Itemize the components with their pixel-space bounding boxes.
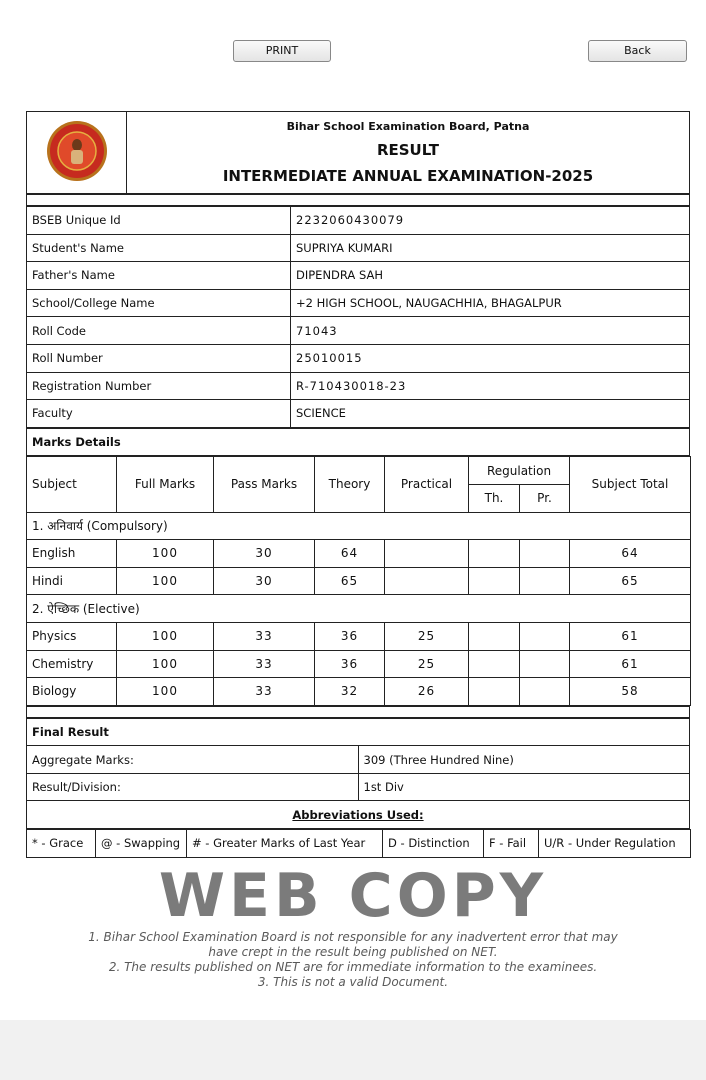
col-theory: Theory — [315, 457, 385, 512]
cell-th — [469, 678, 520, 706]
cell-full: 100 — [117, 540, 214, 568]
info-label: Student's Name — [27, 234, 291, 262]
info-value: SCIENCE — [291, 400, 690, 428]
watermark — [13, 862, 693, 990]
watermark-line: 2. The results published on NET are for immediate information to the examinees. — [108, 960, 598, 974]
info-value: +2 HIGH SCHOOL, NAUGACHHIA, BHAGALPUR — [291, 289, 690, 317]
cell-full: 100 — [117, 650, 214, 678]
info-value: 2232060430079 — [291, 207, 690, 235]
info-label: Roll Number — [27, 344, 291, 372]
col-subject: Subject — [27, 457, 117, 512]
info-label: Registration Number — [27, 372, 291, 400]
aggregate-label: Aggregate Marks: — [27, 746, 359, 774]
cell-full: 100 — [117, 678, 214, 706]
cell-theory: 65 — [315, 567, 385, 595]
watermark-web-copy: WEB COPY — [158, 861, 548, 931]
info-value: SUPRIYA KUMARI — [291, 234, 690, 262]
abbreviation-item: D - Distinction — [383, 830, 484, 858]
back-button[interactable]: Back — [588, 40, 687, 62]
final-result-table — [26, 718, 690, 829]
cell-theory: 36 — [315, 650, 385, 678]
subject-row — [27, 678, 691, 706]
exam-title: INTERMEDIATE ANNUAL EXAMINATION-2025 — [222, 167, 594, 185]
cell-total: 64 — [570, 540, 691, 568]
subject-group-label: 2. ऐच्छिक (Elective) — [27, 595, 691, 623]
cell-th — [469, 567, 520, 595]
cell-th — [469, 540, 520, 568]
cell-pass: 30 — [214, 567, 315, 595]
header-title-cell — [127, 112, 690, 194]
cell-pass: 33 — [214, 622, 315, 650]
final-result-label: Final Result — [27, 718, 690, 746]
spacer-row — [27, 195, 690, 206]
info-row — [27, 207, 690, 235]
aggregate-value: 309 (Three Hundred Nine) — [358, 746, 690, 774]
cell-pass: 33 — [214, 650, 315, 678]
cell-subject: Chemistry — [27, 650, 117, 678]
cell-theory: 64 — [315, 540, 385, 568]
watermark-line: 3. This is not a valid Document. — [257, 975, 449, 989]
cell-total: 65 — [570, 567, 691, 595]
division-label: Result/Division: — [27, 773, 359, 801]
header-table — [26, 111, 690, 194]
cell-practical: 26 — [385, 678, 469, 706]
abbreviations-table — [26, 829, 691, 858]
cell-pr — [520, 540, 570, 568]
info-label: Roll Code — [27, 317, 291, 345]
bseb-logo-icon — [46, 120, 108, 182]
student-info-table — [26, 206, 690, 428]
cell-subject: Physics — [27, 622, 117, 650]
info-value: 71043 — [291, 317, 690, 345]
cell-pass: 33 — [214, 678, 315, 706]
cell-practical: 25 — [385, 622, 469, 650]
col-pass-marks: Pass Marks — [214, 457, 315, 512]
cell-full: 100 — [117, 622, 214, 650]
col-reg-pr: Pr. — [520, 484, 570, 512]
abbreviation-item: # - Greater Marks of Last Year — [187, 830, 383, 858]
spacer-row — [27, 706, 690, 717]
col-regulation: Regulation — [469, 457, 570, 485]
cell-pr — [520, 678, 570, 706]
cell-subject: English — [27, 540, 117, 568]
abbreviation-item: U/R - Under Regulation — [539, 830, 691, 858]
cell-pr — [520, 567, 570, 595]
marks-table — [26, 456, 691, 705]
info-row — [27, 400, 690, 428]
abbreviations-title: Abbreviations Used: — [27, 801, 690, 829]
cell-practical: 25 — [385, 650, 469, 678]
subject-group-label: 1. अनिवार्य (Compulsory) — [27, 512, 691, 540]
info-value: DIPENDRA SAH — [291, 262, 690, 290]
cell-practical — [385, 567, 469, 595]
marks-details-label: Marks Details — [27, 428, 690, 456]
info-row — [27, 372, 690, 400]
watermark-line: have crept in the result being published on NET. — [208, 945, 498, 959]
cell-practical — [385, 540, 469, 568]
cell-full: 100 — [117, 567, 214, 595]
abbreviation-item: * - Grace — [27, 830, 96, 858]
abbreviation-item: @ - Swapping — [96, 830, 187, 858]
cell-th — [469, 650, 520, 678]
cell-subject: Biology — [27, 678, 117, 706]
cell-th — [469, 622, 520, 650]
col-subject-total: Subject Total — [570, 457, 691, 512]
col-reg-th: Th. — [469, 484, 520, 512]
subject-row — [27, 650, 691, 678]
col-practical: Practical — [385, 457, 469, 512]
result-title: RESULT — [376, 141, 440, 159]
info-row — [27, 289, 690, 317]
marks-details-row — [26, 428, 690, 457]
info-row — [27, 234, 690, 262]
cell-theory: 32 — [315, 678, 385, 706]
info-label: Father's Name — [27, 262, 291, 290]
cell-subject: Hindi — [27, 567, 117, 595]
info-row — [27, 262, 690, 290]
subject-row — [27, 622, 691, 650]
division-value: 1st Div — [358, 773, 690, 801]
logo-cell — [27, 112, 127, 194]
watermark-line: 1. Bihar School Examination Board is not responsible for any inadvertent error that may — [88, 930, 618, 944]
info-label: Faculty — [27, 400, 291, 428]
bottom-bar — [0, 1020, 706, 1080]
board-name: Bihar School Examination Board, Patna — [286, 120, 530, 133]
cell-pr — [520, 650, 570, 678]
cell-total: 61 — [570, 650, 691, 678]
info-label: BSEB Unique Id — [27, 207, 291, 235]
cell-total: 58 — [570, 678, 691, 706]
print-button[interactable]: PRINT — [233, 40, 331, 62]
cell-pass: 30 — [214, 540, 315, 568]
info-row — [27, 344, 690, 372]
cell-pr — [520, 622, 570, 650]
col-full-marks: Full Marks — [117, 457, 214, 512]
abbreviation-item: F - Fail — [484, 830, 539, 858]
result-sheet — [26, 111, 690, 858]
cell-theory: 36 — [315, 622, 385, 650]
subject-row — [27, 540, 691, 568]
subject-row — [27, 567, 691, 595]
cell-total: 61 — [570, 622, 691, 650]
info-row — [27, 317, 690, 345]
info-value: 25010015 — [291, 344, 690, 372]
info-value: R-710430018-23 — [291, 372, 690, 400]
info-label: School/College Name — [27, 289, 291, 317]
